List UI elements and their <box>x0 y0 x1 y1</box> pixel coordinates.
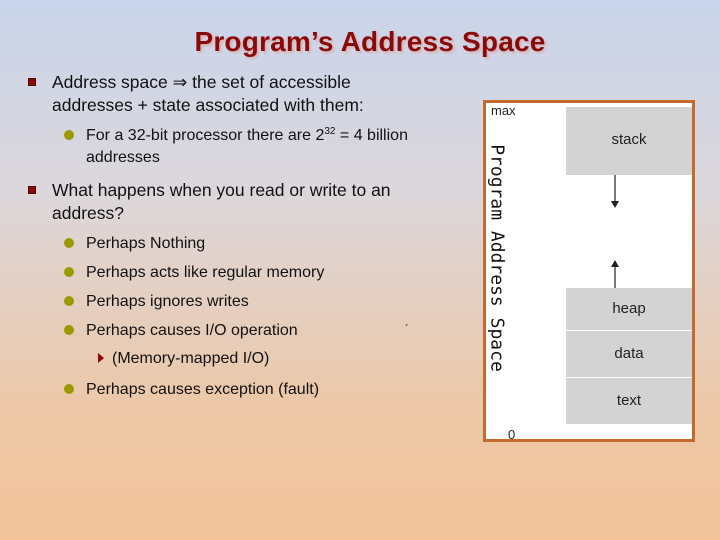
data-label: data <box>614 345 644 362</box>
sub-bullet-io-operation: Perhaps causes I/O operation <box>86 322 298 339</box>
sub-bullet-32bit: For a 32-bit processor there are $2^{32} = 4$ billion <box>86 126 408 144</box>
arrow-bullet-icon <box>98 353 104 363</box>
stack-segment <box>566 107 692 175</box>
sub-bullet-regular-memory: Perhaps acts like regular memory <box>86 264 325 281</box>
max-label: max <box>491 103 516 118</box>
free-space-segment <box>566 175 692 288</box>
sub-sub-bullet-memory-mapped: (Memory-mapped I/O) <box>112 350 270 367</box>
sub-bullet-nothing: Perhaps Nothing <box>86 235 206 252</box>
stack-grows-down-arrow-icon <box>566 175 692 288</box>
bullet-dot-icon <box>64 267 74 277</box>
bullet-dot-icon <box>64 384 74 394</box>
stray-mark: ´ <box>405 322 409 336</box>
bullet-address-space-cont: addresses + state associated with them: <box>52 95 364 115</box>
zero-label: 0 <box>508 427 516 442</box>
bullet-dot-icon <box>64 325 74 335</box>
heap-label: heap <box>612 300 646 317</box>
bullet-dot-icon <box>64 296 74 306</box>
text-label: text <box>616 392 642 409</box>
bullet-dot-icon <box>64 238 74 248</box>
program-address-space-vertical-title: Program Address Space <box>486 144 508 372</box>
bullet-dot-icon <box>64 130 74 140</box>
bullet-address-space: Address space ⇒ the set of accessible <box>52 72 351 92</box>
bullet-square-icon <box>28 186 36 194</box>
stack-label: stack <box>611 131 647 148</box>
heap-segment <box>566 288 692 330</box>
sub-bullet-exception: Perhaps causes exception (fault) <box>86 381 320 398</box>
text-segment <box>566 378 692 424</box>
bullet-square-icon <box>28 78 36 86</box>
slide-title: Program’s Address Space <box>194 26 546 57</box>
exponent: 32 <box>324 126 336 137</box>
bullet-what-happens-cont: address? <box>52 203 124 223</box>
bullet-what-happens: What happens when you read or write to an <box>52 180 391 200</box>
address-space-diagram <box>483 100 695 442</box>
data-segment <box>566 331 692 377</box>
sub-bullet-32bit-cont: addresses <box>86 149 160 166</box>
sub-bullet-ignores-writes: Perhaps ignores writes <box>86 293 249 310</box>
